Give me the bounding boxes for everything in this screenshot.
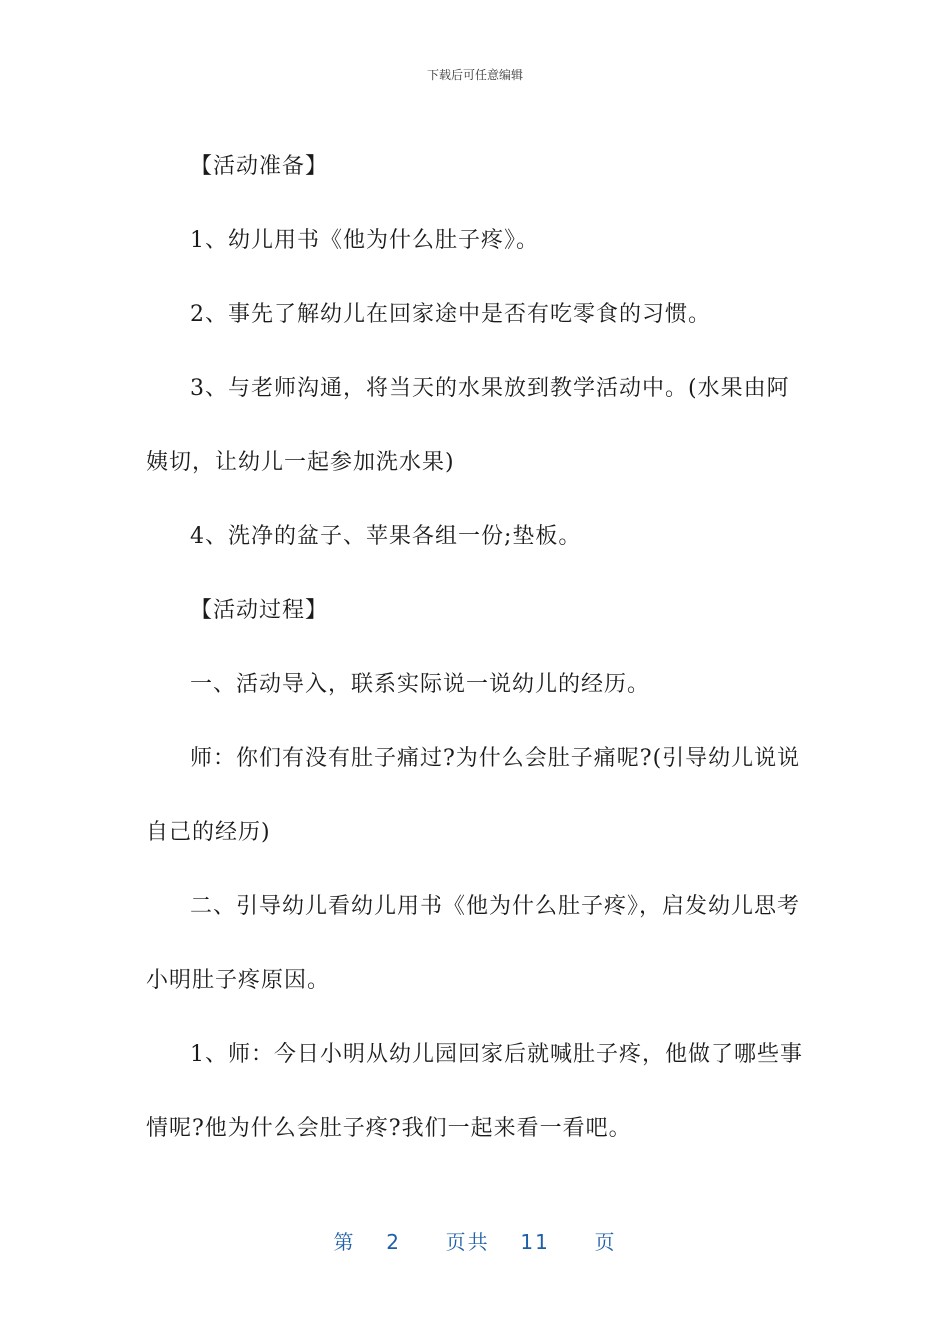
page-footer [0,1226,950,1255]
section-heading-preparation: 【活动准备】 [190,154,329,179]
paragraph: 4、洗净的盆子、苹果各组一份;垫板。 [190,524,582,549]
paragraph: 二、引导幼儿看幼儿用书《他为什么肚子疼》，启发幼儿思考小明肚子疼原因。 [146,894,801,993]
total-pages-number: 11 [520,1230,550,1254]
paragraph: 一、活动导入，联系实际说一说幼儿的经历。 [190,672,651,697]
paragraph: 1、幼儿用书《他为什么肚子疼》。 [190,228,539,253]
paragraph: 1、师：今日小明从幼儿园回家后就喊肚子疼，他做了哪些事情呢?他为什么会肚子疼?我们一起来看一看吧。 [146,1042,803,1141]
current-page-number: 2 [386,1230,401,1254]
footer-suffix: 页 [594,1230,617,1254]
paragraph: 师：你们有没有肚子痛过?为什么会肚子痛呢?(引导幼儿说说自己的经历) [146,746,801,845]
paragraph: 2、事先了解幼儿在回家途中是否有吃零食的习惯。 [190,302,711,327]
section-heading-process: 【活动过程】 [190,598,329,623]
header-note: 下载后可任意编辑 [426,68,523,82]
document-body [146,130,806,1166]
footer-prefix: 第 [333,1230,356,1254]
footer-middle: 页共 [445,1230,490,1254]
paragraph: 3、与老师沟通，将当天的水果放到教学活动中。(水果由阿姨切，让幼儿一起参加洗水果) [146,376,790,475]
